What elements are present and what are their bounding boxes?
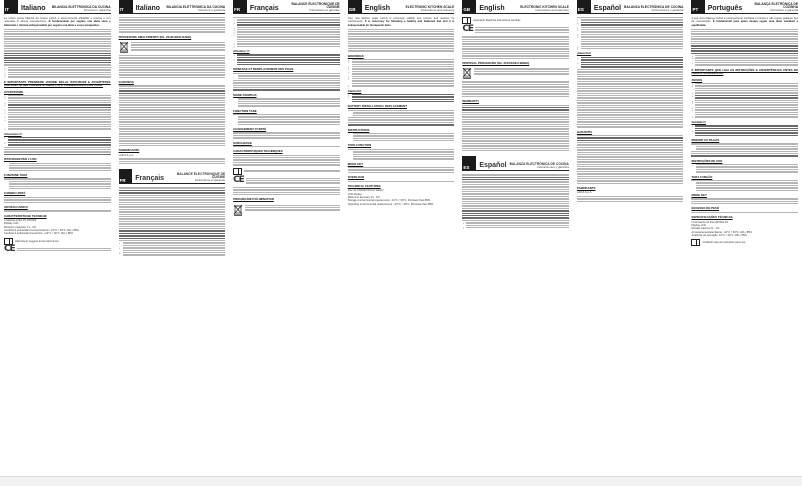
- intro-text: Your new kitchen scale LAICA is extremely reliable and precise and requires no maintenance.: [347, 17, 455, 24]
- product-title: BILANCIA ELETTRONICA DA CUCINA: [51, 4, 111, 9]
- section-heading: FABBRICANTE: [118, 148, 140, 153]
- product-title: ELECTRONIC KITCHEN SCALE: [520, 4, 569, 9]
- language-title: Français: [249, 5, 279, 12]
- section-header: [577, 0, 684, 14]
- section-heading: ISTRUZIONI PER L'USO: [4, 157, 37, 162]
- language-title: Français: [135, 175, 165, 183]
- section-heading: MODE D'EMPLOI: [233, 92, 257, 97]
- section-heading: Caution!!!: [347, 88, 362, 93]
- tech-display: Display LCD: [4, 222, 19, 226]
- section-heading: SOVRACCARICO: [4, 204, 28, 209]
- ce-mark-icon: C E: [462, 24, 473, 35]
- product-title: BALANCE ÉLECTRONIQUE DE CUISINE: [176, 171, 226, 180]
- header-subtitle: Instructions and warranty: [420, 8, 455, 12]
- section-header: [691, 0, 798, 14]
- section-heading: OVERLOAD: [347, 175, 365, 180]
- column-english-2: [458, 0, 573, 476]
- column-espanol: [573, 0, 688, 476]
- tech-storage: Condizioni ambientali di conservazione: -10°C ≈ 60°C, RH ≤ 85%: [4, 229, 79, 233]
- section-header-french: [119, 170, 226, 184]
- language-title: English: [479, 5, 505, 12]
- section-heading: WARRANTY: [462, 99, 480, 104]
- read-instructions-text: Important! Read the instructions carefully: [473, 18, 521, 22]
- language-badge: ES: [577, 0, 591, 13]
- read-manual-icon: [691, 239, 700, 246]
- section-heading: CAMBIO UNITÀ: [4, 191, 26, 196]
- section-heading: INSERIR AS PILHAS: [691, 138, 720, 143]
- tech-operating: Operating environmental requirements: +10°C ≈ 40°C, RH lower than 85%: [347, 202, 434, 206]
- section-heading: SURCHARGE: [233, 140, 252, 145]
- header-subtitle: Istruzioni e garanzia: [83, 8, 111, 12]
- weee-bin-icon: [233, 204, 243, 216]
- intro-text: La vostra nuova bilancia da cucina LAICA è estremamente affidabile e precisa e non necessita di alcuna manutenzione.: [4, 17, 111, 24]
- tech-operating: Ambiente de operação: 10°C ≈ 40°C, HR ≤ 85%: [691, 233, 747, 237]
- language-badge: ES: [462, 156, 476, 170]
- section-header: [233, 0, 340, 14]
- section-heading: PROCÉDURE D'ÉLIMINATION: [233, 197, 274, 202]
- tech-storage: Storage environmental requirements: -10°C ≈ 60°C, RH lower than 85%: [347, 199, 431, 203]
- language-title: Italiano: [135, 5, 161, 12]
- section-heading: FONCTION TARE: [233, 108, 257, 113]
- section-heading: GARANZIA: [118, 79, 134, 84]
- language-badge: FR: [119, 169, 133, 183]
- header-subtitle: Instructions and warranty: [535, 8, 569, 12]
- section-heading: È IMPORTANTE PRENDERE VISIONE DELLE ISTRUZIONI E AVVERTENZE CONTENUTE NEL PRESENTE LIBRETTO E CONSERVARLO CON CURA.: [4, 79, 111, 88]
- section-heading: GARANTÍA: [576, 129, 593, 134]
- section-heading: INSTRUCTIONS: [347, 127, 370, 132]
- section-heading: ESPECIFICAÇÕES TÉCNICAS: [691, 215, 733, 220]
- language-badge: PT: [691, 0, 704, 13]
- column-portugues: [687, 0, 802, 476]
- language-title: Italiano: [21, 5, 46, 12]
- header-subtitle: Instructions et garantie: [194, 178, 226, 183]
- section-heading: WARNINGS: [347, 53, 364, 58]
- section-header: [462, 0, 569, 14]
- section-heading: INSTRUÇÕES DE USO: [691, 158, 723, 163]
- section-heading: DISPOSAL PROCEDURE (Dir. 2012/19/EU-WEEE): [462, 61, 530, 66]
- section-heading: CARACTÉRISTIQUES TECHNIQUES: [233, 149, 283, 154]
- tech-display: Display LCD: [691, 223, 706, 227]
- header-subtitle: Instruções e garantia: [770, 8, 799, 12]
- language-title: Português: [707, 5, 743, 12]
- read-instructions-text: Attenzione! Leggere le istruzioni d'uso: [15, 239, 59, 243]
- column-italiano-2: [115, 0, 230, 476]
- header-subtitle: Instrucciones y garantía: [651, 8, 684, 12]
- column-italiano-1: [0, 0, 115, 476]
- section-heading: Cuidado!!!: [691, 119, 706, 124]
- ce-mark-icon: C E: [233, 175, 244, 185]
- weee-bin-icon: [119, 41, 129, 53]
- weee-bin-icon: [462, 67, 472, 79]
- tech-operating: Condizioni ambientali di esercizio: +10°C ≈ 40°C, RH ≤ 85%: [4, 232, 74, 236]
- language-badge: GB: [348, 0, 362, 13]
- section-heading: CARATTERISTICHE TECNICHE: [4, 213, 47, 218]
- section-header: [4, 0, 111, 14]
- manufacturer-name: LAICA S.p.A.: [118, 153, 134, 157]
- page-footer-strip: [0, 476, 802, 486]
- section-heading: Attention !!!: [233, 49, 250, 54]
- section-heading: EXCESSO DE PESO: [691, 206, 720, 211]
- section-heading: PROCEDURE SMALTIMENTO (Dir. 2012/19/UE-RAEE): [118, 34, 192, 39]
- intro-bold: È fondamentale per seguire una dieta sana e bilanciata e ritenuta indispensabile per seguire una dieta a scopo terapeutico.: [4, 20, 111, 27]
- read-instructions-text: Cuidado! Leia as instruções para uso: [702, 241, 746, 245]
- language-badge: GB: [462, 0, 476, 13]
- tech-display: LCD display: [347, 192, 362, 196]
- section-heading: TARA FUNÇÃO: [691, 174, 713, 179]
- tech-division: Maximum accuracy ±1 - 1%: [347, 196, 380, 200]
- section-heading: Attenzione!!!: [4, 131, 22, 136]
- product-title: BALANZA ELECTRÓNICA DE COCINA: [509, 162, 569, 167]
- language-badge: IT: [119, 0, 133, 13]
- product-title: BALANÇA ELETRÓNICA DE COZINHA: [754, 1, 799, 9]
- product-title: BALANCE ÉLECTRONIQUE DE CUISINE: [291, 1, 340, 9]
- tech-storage: Armazenamento/ambiente: -10°C ≈ 60°C, HR ≤ 85%: [691, 230, 752, 234]
- read-manual-icon: [4, 238, 13, 245]
- language-badge: IT: [4, 0, 18, 13]
- section-heading: CHANGEMENT D'UNITÉ: [233, 127, 267, 132]
- product-title: BILANCIA ELETTRONICA DA CUCINA: [166, 4, 226, 9]
- intro-bold: É fundamental para quem deseja seguir uma dieta saudável e equilibrada.: [691, 20, 799, 27]
- section-heading: FABRICANTE: [576, 186, 596, 191]
- tech-battery: One 3V CR2032 lithium battery: [347, 189, 384, 193]
- section-heading: FUNZIONE TARA: [4, 173, 28, 178]
- section-heading: BATTERY INSTALLATION / REPLACEMENT: [347, 104, 407, 109]
- section-header-spanish: [462, 157, 569, 171]
- section-header: [348, 0, 455, 14]
- intro-bold: It is necessary for following a healthy and balanced diet and it is indispensable for therapeutic diets.: [347, 20, 455, 27]
- section-heading: É IMPORTANTE QUE LEIA AS INSTRUÇÕES E ADVERTÊNCIAS ANTES DE USAR E GUARDÁ-LAS.: [691, 67, 799, 76]
- section-heading: ¡Atención!: [576, 51, 592, 56]
- product-title: ELECTRONIC KITCHEN SCALE: [405, 4, 455, 9]
- section-heading: MODE KEY: [347, 161, 364, 166]
- tech-battery: 1 batteria al litio 3V CR2032: [4, 218, 37, 222]
- read-manual-icon: [233, 168, 242, 175]
- section-header: [119, 0, 226, 14]
- intro-text: A sua nova balança LAICA é extremamente confiável e precisa e não requer qualquer tipo de manutenção.: [691, 17, 799, 24]
- language-title: Español: [479, 162, 507, 170]
- section-heading: TARE FUNCTION: [347, 143, 372, 148]
- tech-division: Divisione massima: ±1 - 1%: [4, 225, 36, 229]
- product-title: BALANZA ELECTRÓNICA DE COCINA: [624, 4, 684, 9]
- column-english-1: [344, 0, 459, 476]
- section-heading: MONTAGE ET REMPLACEMENT DES PILES: [233, 67, 294, 72]
- language-badge: FR: [233, 0, 247, 13]
- section-heading: TECHNICAL FEATURES: [347, 184, 381, 188]
- section-heading: MODE KEY: [691, 192, 707, 197]
- language-title: English: [364, 5, 391, 12]
- ce-mark-icon: C E: [4, 243, 15, 254]
- language-title: Español: [593, 5, 622, 12]
- header-subtitle: Instrucciones y garantía: [537, 165, 569, 170]
- manufacturer-name: LAICA S.p.A.: [576, 191, 593, 195]
- column-francais: [229, 0, 344, 476]
- header-subtitle: Istruzioni e garanzia: [198, 8, 226, 12]
- read-manual-icon: [462, 17, 471, 24]
- section-heading: AVISOS: [691, 77, 703, 82]
- tech-division: Divisão máxima ±1 - 1%: [691, 227, 720, 231]
- header-subtitle: Instructions et garantie: [309, 8, 340, 12]
- tech-battery: Uma bateria de lítio CR2032 3V: [691, 220, 729, 224]
- section-heading: AVVERTENZE: [4, 89, 24, 94]
